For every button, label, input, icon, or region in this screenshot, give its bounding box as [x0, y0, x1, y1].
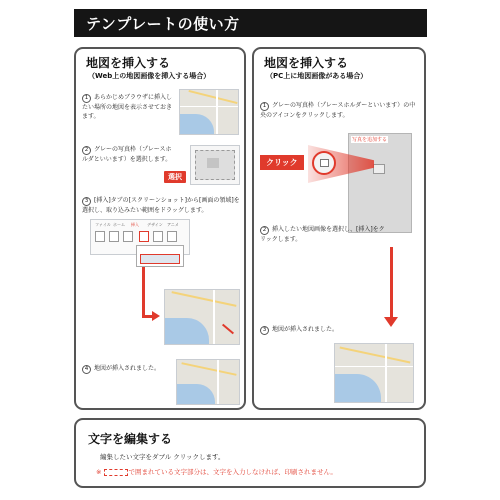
flow-arrow-line	[142, 267, 145, 317]
picture-icon	[320, 159, 329, 167]
step-number: 2	[82, 146, 91, 155]
inserted-map-right	[334, 343, 414, 403]
left-subheading: （Web上の地図画像を挿入する場合）	[88, 72, 211, 80]
left-panel	[74, 47, 246, 410]
page-title: テンプレートの使い方	[86, 15, 240, 33]
note-text: で囲まれている文字部分は、文字を入力しなければ、印刷されません。	[128, 468, 337, 476]
screen-region-option[interactable]	[140, 254, 180, 264]
photo-placeholder	[348, 133, 412, 233]
placeholder-label: 写真を追加する	[352, 137, 388, 143]
add-picture-icon[interactable]	[373, 164, 385, 174]
bottom-panel	[74, 418, 426, 488]
drag-region-screenshot	[164, 289, 240, 345]
bottom-heading: 文字を編集する	[88, 432, 173, 446]
insert-ribbon-screenshot: ファイル ホーム 挿入 デザイン アニメ	[90, 219, 190, 255]
inserted-map-left	[176, 359, 240, 405]
left-step-4	[82, 364, 162, 374]
step-text: 地図が挿入されました。	[94, 365, 161, 372]
right-step-3	[260, 325, 360, 335]
step-number: 3	[260, 326, 269, 335]
right-step-1	[260, 101, 420, 120]
select-tag: 選択	[164, 171, 186, 183]
right-step-2	[260, 225, 385, 244]
step-number: 2	[260, 226, 269, 235]
step-text: グレーの写真枠（プレースホルダといいます）を選択します。	[82, 146, 172, 163]
header-bar	[74, 9, 427, 37]
bottom-instruction: 編集したい文字をダブル クリックします。	[100, 453, 225, 461]
step-number: 4	[82, 365, 91, 374]
screenshot-dropdown	[136, 245, 184, 267]
placeholder-select-screenshot	[190, 145, 240, 185]
step-text: [挿入]タブの[スクリーンショット]から[画面の領域]を選択し、取り込みたい範囲をドラッグします。	[82, 197, 240, 214]
right-heading: 地図を挿入する	[264, 56, 349, 70]
step-number: 1	[82, 94, 91, 103]
left-step-3	[82, 196, 240, 215]
screenshot-button[interactable]	[139, 231, 149, 242]
left-step-1	[82, 93, 174, 121]
arrow-right-icon	[152, 311, 160, 321]
left-heading: 地図を挿入する	[86, 56, 171, 70]
step-text: 地図が挿入されました。	[272, 326, 339, 333]
left-step-2	[82, 145, 174, 164]
step-text: 挿入したい地図画像を選択し、[挿入]をクリックします。	[260, 226, 385, 243]
dashed-frame-icon	[104, 469, 128, 476]
bottom-note	[96, 467, 337, 476]
click-tag: クリック	[260, 155, 304, 170]
browser-map-screenshot	[179, 89, 239, 135]
step-number: 3	[82, 197, 91, 206]
step-text: グレーの写真枠（プレースホルダーといいます）の中央のアイコンをクリックします。	[260, 102, 416, 119]
right-panel	[252, 47, 426, 410]
step-text: あらかじめブラウザに挿入したい場所の地図を表示させておきます。	[82, 94, 173, 120]
flow-arrow-line	[390, 247, 393, 319]
step-number: 1	[260, 102, 269, 111]
arrow-down-icon	[384, 317, 398, 327]
note-marker: ※	[96, 468, 102, 476]
right-subheading: （PC上に地図画像がある場合）	[266, 72, 368, 80]
zoom-circle	[312, 151, 336, 175]
